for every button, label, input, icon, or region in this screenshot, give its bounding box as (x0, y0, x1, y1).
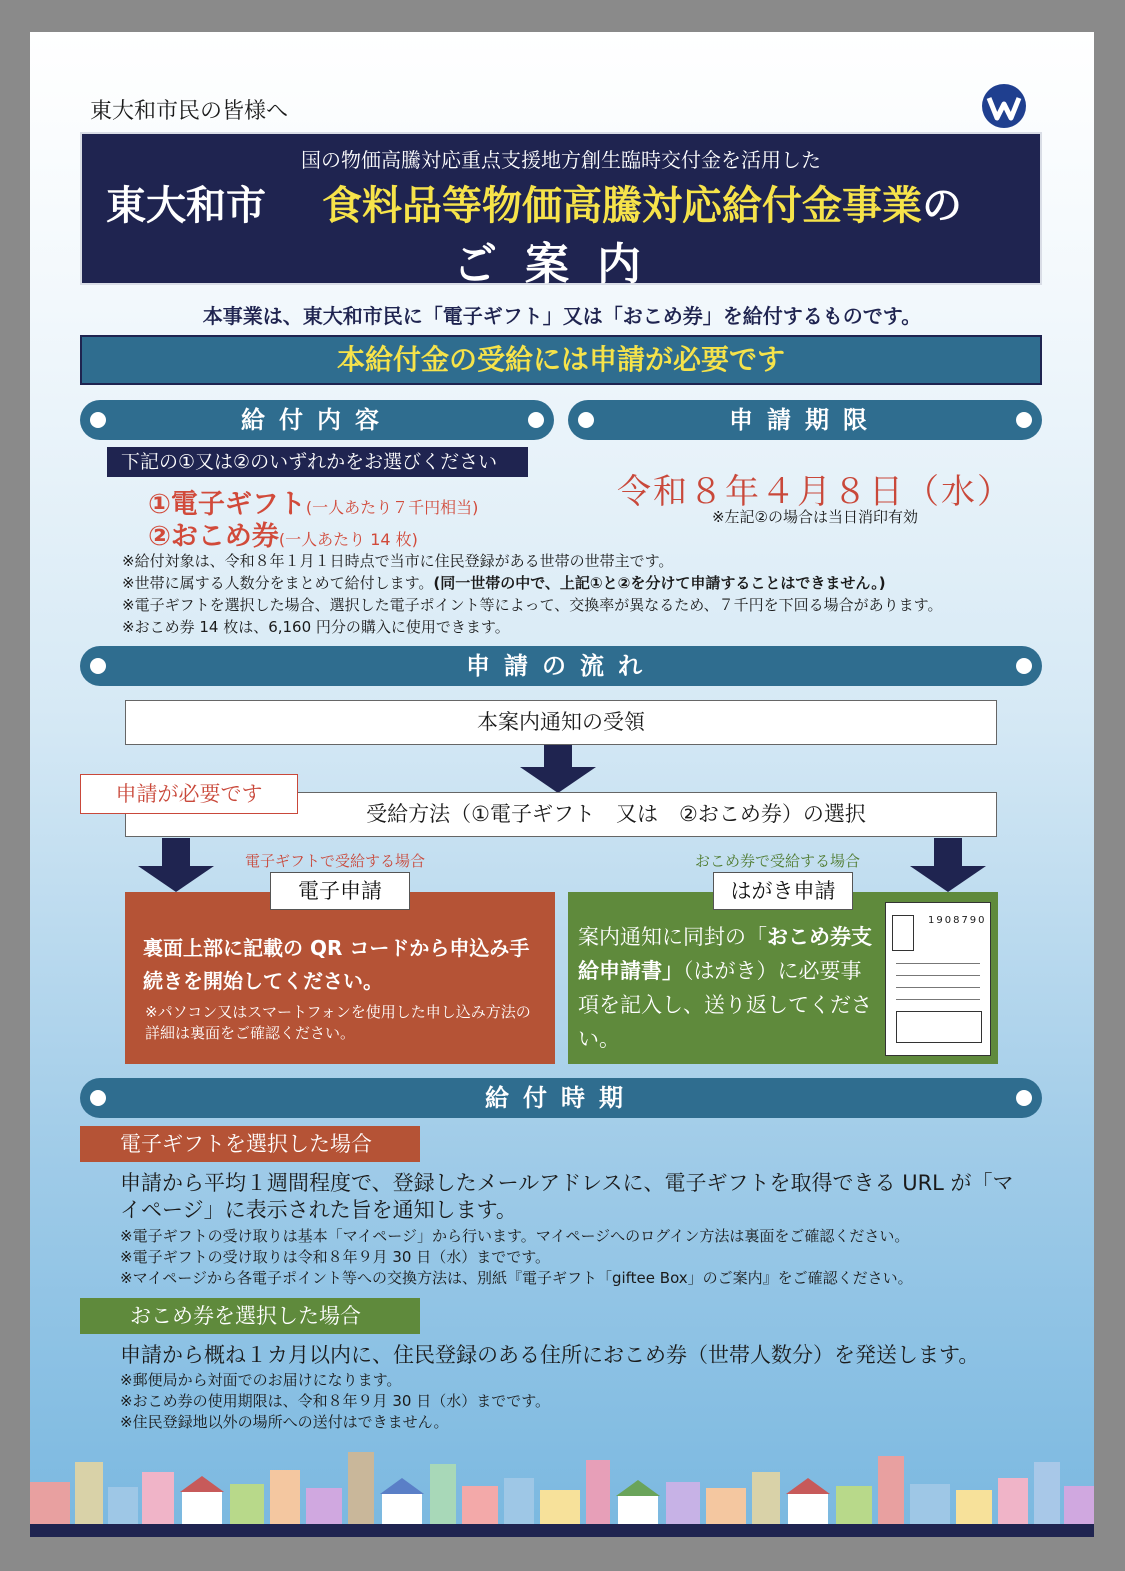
option-egift-label: ①電子ギフト (148, 489, 306, 520)
note-line: ※おこめ券の使用期限は、令和８年９月 30 日（水）までです。 (120, 1392, 550, 1410)
city-emblem-icon (980, 82, 1028, 130)
timing-header: 給付時期 (80, 1078, 1042, 1118)
note-line (122, 572, 942, 594)
note-line: ※電子ギフトの受け取りは基本「マイページ」から行います。マイページへのログイン方法は裏面をご確認ください。 (120, 1227, 910, 1245)
flow-header: 申請の流れ (80, 646, 1042, 686)
egift-timing-body: 申請から平均１週間程度で、登録したメールアドレスに、電子ギフトを取得できる URL が「マイページ」に表示された旨を通知します。 (120, 1171, 1014, 1222)
deadline-note: ※左記②の場合は当日消印有効 (711, 508, 919, 526)
note-text: ※世帯に属する人数分をまとめて給付します。 (122, 574, 434, 592)
postcard-box (896, 1011, 982, 1043)
postcard-image (885, 902, 991, 1056)
rice-timing-notes (120, 1370, 1060, 1433)
deadline-header: 申請期限 (568, 400, 1042, 440)
e-application-tag: 電子申請 (270, 872, 410, 910)
case-egift-caption: 電子ギフトで受給する場合 (245, 852, 426, 870)
note-line: ※電子ギフトを選択した場合、選択した電子ポイント等によって、交換率が異なるため、７千円を下回る場合があります。 (122, 596, 943, 614)
postcard-line (896, 987, 980, 988)
title-city: 東大和市 (106, 183, 266, 229)
addressee: 東大和市民の皆様へ (90, 99, 289, 124)
note-line: ※郵便局から対面でのお届けになります。 (120, 1371, 402, 1389)
title-subtitle: 国の物価高騰対応重点支援地方創生臨時交付金を活用した (301, 148, 821, 172)
electronic-application-panel (125, 892, 555, 1064)
postcard-line (896, 975, 980, 976)
benefit-notes (122, 550, 942, 638)
title-annai: ご案内 (453, 239, 669, 290)
note-line: ※給付対象は、令和８年１月１日時点で当市に住民登録がある世帯の世帯主です。 (122, 552, 674, 570)
down-arrow-icon (520, 745, 596, 793)
down-arrow-icon (910, 838, 986, 892)
cityscape-illustration (30, 1442, 1094, 1524)
note-line: ※おこめ券 14 枚は、6,160 円分の購入に使用できます。 (122, 618, 510, 636)
benefit-header: 給付内容 (80, 400, 554, 440)
postcard-stamp (892, 915, 914, 951)
note-line: ※住民登録地以外の場所への送付はできません。 (120, 1413, 449, 1431)
title-main-text: 食料品等物価高騰対応給付金事業 (322, 183, 922, 229)
rice-timing-head: おこめ券を選択した場合 (80, 1298, 420, 1334)
postcard-application-tag: はがき申請 (713, 872, 853, 910)
note-bold: (同一世帯の中で、上記①と②を分けて申請することはできません。) (433, 574, 886, 592)
option-rice (148, 514, 418, 553)
title-main (322, 174, 962, 231)
p-text-bold: おこめ券支給申請書」 (578, 925, 872, 983)
egift-timing-notes (120, 1226, 1060, 1289)
option-rice-label: ②おこめ券 (148, 521, 279, 552)
note-line: ※電子ギフトの受け取りは令和８年９月 30 日（水）までです。 (120, 1248, 550, 1266)
title-particle: の (922, 183, 962, 229)
flow-step-receive: 本案内通知の受領 (125, 700, 997, 745)
p-text-post: （はがき）に必要事項を記入し、送り返してください。 (578, 959, 872, 1051)
e-application-note: ※パソコン又はスマートフォンを使用した申し込み方法の詳細は裏面をご確認ください。 (145, 1003, 531, 1042)
note-line: ※マイページから各電子ポイント等への交換方法は、別紙『電子ギフト「giftee Box」のご案内』をご確認ください。 (120, 1269, 913, 1287)
bottom-bar (30, 1524, 1094, 1537)
option-egift-note: (一人あたり７千円相当) (305, 498, 479, 517)
lead-text: 本事業は、東大和市民に「電子ギフト」又は「おこめ券」を給付するものです。 (202, 304, 922, 328)
postcard-line (896, 963, 980, 964)
e-application-text: 裏面上部に記載の QR コードから申込み手続きを開始してください。 (143, 936, 530, 993)
application-required-banner: 本給付金の受給には申請が必要です (80, 335, 1042, 385)
down-arrow-icon (138, 838, 214, 892)
option-rice-note: (一人あたり 14 枚) (278, 530, 418, 549)
postcard-zip: 1908790 (928, 915, 987, 926)
deadline-date: 令和８年４月８日（水） (617, 472, 1013, 512)
choose-instruction: 下記の①又は②のいずれかをお選びください (107, 447, 528, 477)
p-text-pre: 案内通知に同封の「 (578, 925, 767, 949)
case-rice-caption: おこめ券で受給する場合 (695, 852, 861, 870)
egift-timing-head: 電子ギフトを選択した場合 (80, 1126, 420, 1162)
flyer-page (30, 32, 1094, 1537)
need-application-label: 申請が必要です (80, 774, 298, 814)
postcard-application-text (578, 920, 878, 1056)
title-box (80, 132, 1042, 290)
rice-timing-body: 申請から概ね１カ月以内に、住民登録のある住所におこめ券（世帯人数分）を発送します。 (120, 1343, 980, 1367)
postcard-line (896, 999, 980, 1000)
flow-step-select: 受給方法（①電子ギフト 又は ②おこめ券）の選択 (125, 792, 997, 837)
